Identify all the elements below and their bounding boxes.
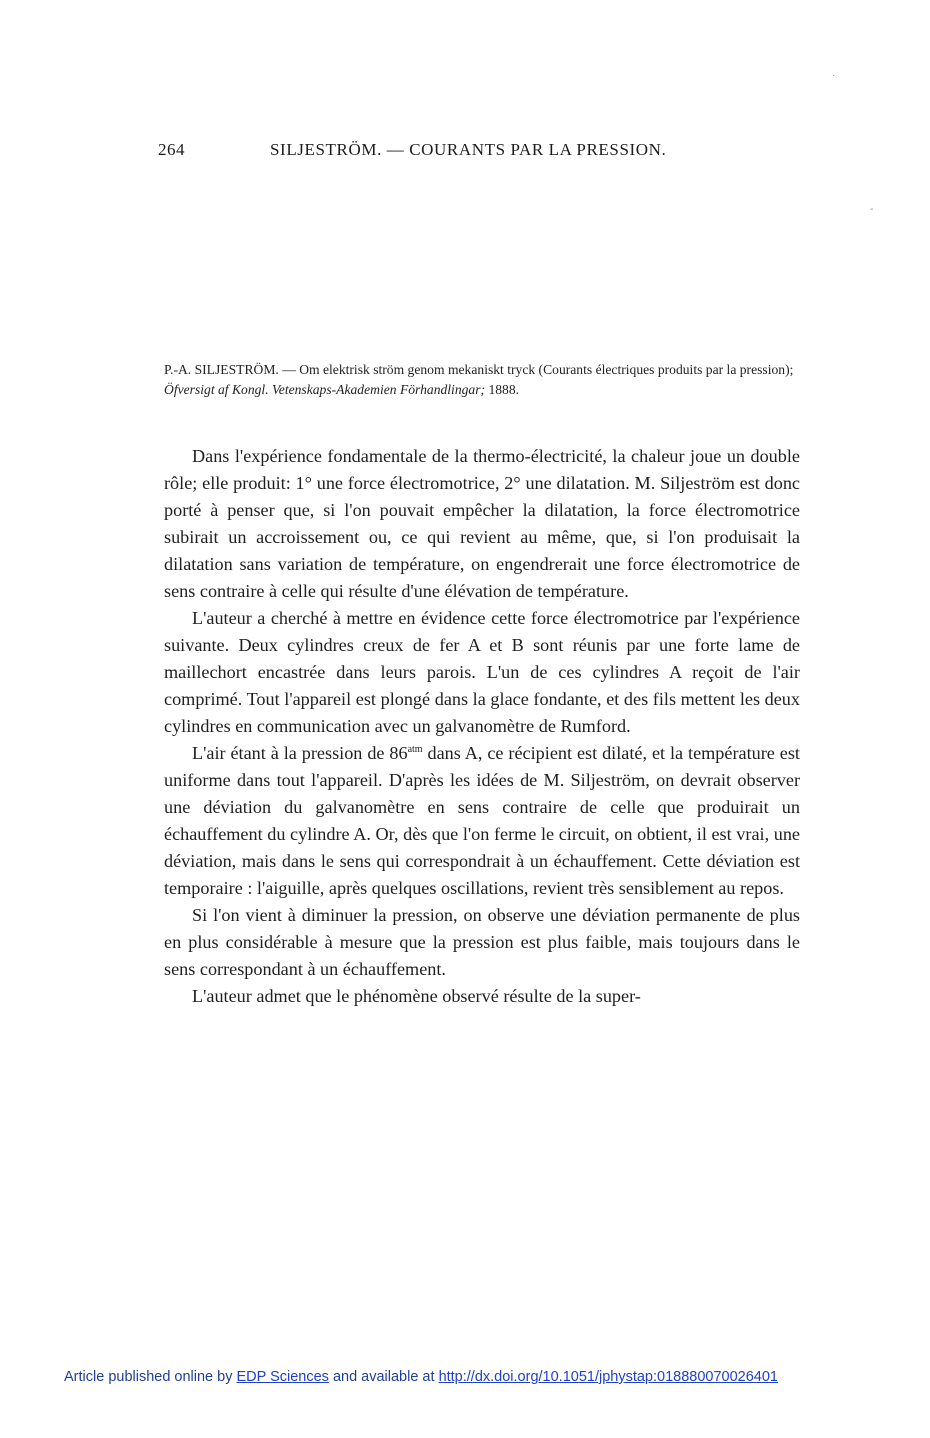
- scan-speck: -: [870, 204, 874, 215]
- footer-middle: and available at: [328, 1369, 439, 1385]
- doi-link[interactable]: http://dx.doi.org/10.1051/jphystap:018880070026401: [438, 1369, 778, 1385]
- page-number: 264: [158, 140, 185, 159]
- paragraph: [164, 605, 800, 740]
- paragraph: [164, 740, 800, 902]
- reference-journal: Öfversigt af Kongl. Vetenskaps-Akademien Förhandlingar;: [164, 382, 486, 397]
- paragraph-text: L'auteur a cherché à mettre en évidence cette force électromotrice par l'expérience suivante. Deux cylindres creux de fer A et B sont réunis par une forte lame de maillechort encastrée dans leurs parois. L'un de ces cylindres A reçoit de l'air comprimé. Tout l'appareil est plongé dans la glace fondante, et des fils mettent les deux cylindres en communication avec un galvanomètre de Rumford.: [164, 608, 800, 736]
- paragraph: L'auteur admet que le phénomène observé résulte de la super-: [192, 986, 641, 1006]
- article-body: [164, 443, 800, 1010]
- scan-speck: ·: [832, 70, 836, 81]
- paragraph: Si l'on vient à diminuer la pression, on observe une déviation permanente de plus en plus considérable à mesure que la pression est plus faible, mais toujours dans le sens correspondant à un échauffement.: [164, 905, 800, 979]
- running-head: SILJESTRÖM. — COURANTS PAR LA PRESSION.: [270, 140, 667, 159]
- bibliographic-reference: [164, 360, 800, 400]
- pressure-unit-superscript: atm: [407, 743, 423, 755]
- paragraph: Dans l'expérience fondamentale de la thermo-électricité, la chaleur joue un double rôle; elle produit: 1° une force électromotrice, 2° une dilatation. M. Siljeström est donc porté à penser que, si l'on pouvait empêcher la dilatation, la force électromotrice subirait un accroissement ou, ce qui revient au même, que, si l'on produisait la dilatation sans variation de température, on engendrerait une force électromotrice de sens contraire à celle qui résulte d'une élévation de température.: [164, 446, 800, 601]
- reference-year: 1888.: [488, 382, 520, 397]
- paragraph-text: dans A, ce récipient est dilaté, et la température est uniforme dans tout l'appareil. D'après les idées de M. Siljeström, on devrait observer une déviation du galvanomètre en sens contraire de celle que produirait un échauffement du cylindre A. Or, dès que l'on ferme le circuit, on obtient, il est vrai, une déviation, mais dans le sens qui correspondrait à un échauffement. Cette déviation est temporaire : l'aiguille, après quelques oscillations, revient très sensiblement au repos.: [164, 743, 800, 898]
- footer-prefix: Article published online by: [64, 1369, 237, 1385]
- publication-footer: [64, 1369, 778, 1385]
- paragraph-text: L'air étant à la pression de 86: [192, 743, 408, 763]
- publisher-link[interactable]: EDP Sciences: [236, 1369, 329, 1385]
- reference-citation: P.-A. SILJESTRÖM. — Om elektrisk ström genom mekaniskt tryck (Courants électriques produits par la pression);: [164, 362, 794, 377]
